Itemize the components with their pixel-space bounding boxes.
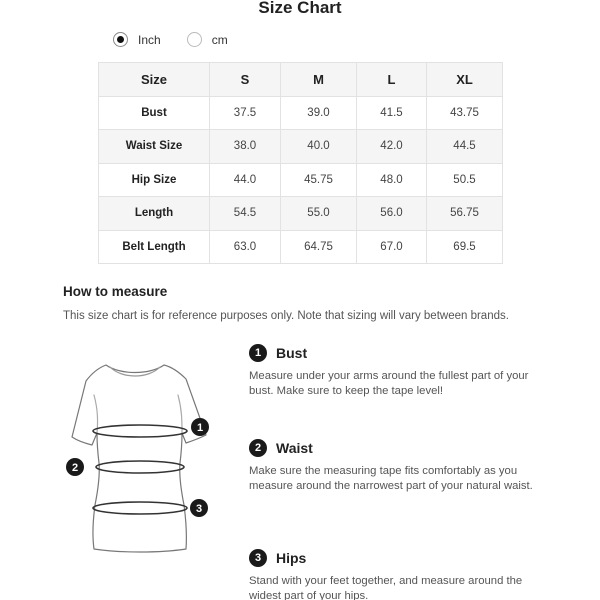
table-cell: 41.5 — [357, 96, 427, 130]
step-bust-title: Bust — [276, 345, 308, 361]
row-label: Hip Size — [99, 163, 210, 197]
table-cell: 64.75 — [281, 230, 357, 264]
unit-selector — [113, 32, 254, 47]
table-cell: 63.0 — [210, 230, 281, 264]
table-cell: 45.75 — [281, 163, 357, 197]
step-bust-text: Measure under your arms around the fullest part of your bust. Make sure to keep the tape level! — [249, 370, 529, 397]
marker-3 — [190, 499, 208, 517]
armhole-left — [94, 395, 98, 433]
table-cell: 50.5 — [427, 163, 503, 197]
table-cell: 56.0 — [357, 197, 427, 231]
table-cell: 69.5 — [427, 230, 503, 264]
marker-1-label: 1 — [196, 422, 204, 434]
hip-tape — [93, 502, 187, 514]
table-cell: 37.5 — [210, 96, 281, 130]
table-cell: 39.0 — [281, 96, 357, 130]
table-row-bust — [99, 96, 503, 130]
radio-inch-icon[interactable] — [113, 32, 128, 47]
how-to-measure-heading: How to measure — [63, 284, 168, 299]
waist-tape — [96, 461, 184, 473]
table-cell: 67.0 — [357, 230, 427, 264]
table-cell: 54.5 — [210, 197, 281, 231]
step-waist — [249, 439, 549, 493]
table-row-hip — [99, 163, 503, 197]
table-cell: 38.0 — [210, 130, 281, 164]
table-cell: 56.75 — [427, 197, 503, 231]
table-cell: 44.0 — [210, 163, 281, 197]
dress-outline — [72, 365, 206, 552]
table-cell: 44.5 — [427, 130, 503, 164]
reference-note: This size chart is for reference purposes only. Note that sizing will vary between brands. — [63, 310, 509, 322]
row-label: Bust — [99, 96, 210, 130]
number-2-icon: 2 — [249, 439, 267, 457]
step-hips-title: Hips — [276, 550, 307, 566]
size-table — [98, 62, 503, 264]
step-hips-text: Stand with your feet together, and measure around the widest part of your hips. — [249, 575, 523, 600]
table-row-waist — [99, 130, 503, 164]
step-hips — [249, 549, 549, 600]
step-waist-text: Make sure the measuring tape fits comfortably as you measure around the narrowest part of your natural waist. — [249, 465, 533, 492]
number-3-icon: 3 — [249, 549, 267, 567]
table-cell: 55.0 — [281, 197, 357, 231]
table-cell: 48.0 — [357, 163, 427, 197]
table-cell: 40.0 — [281, 130, 357, 164]
step-hips-heading — [249, 549, 549, 567]
step-bust — [249, 344, 549, 398]
header-m: M — [281, 63, 357, 97]
table-header-row — [99, 63, 503, 97]
marker-3-label: 3 — [195, 503, 203, 515]
marker-1 — [191, 418, 209, 436]
table-cell: 43.75 — [427, 96, 503, 130]
unit-option-inch[interactable] — [113, 32, 161, 47]
row-label: Waist Size — [99, 130, 210, 164]
step-bust-heading — [249, 344, 549, 362]
marker-2 — [66, 458, 84, 476]
table-row-belt — [99, 230, 503, 264]
page-title: Size Chart — [258, 0, 342, 17]
unit-label-inch: Inch — [138, 32, 161, 47]
table-row-length — [99, 197, 503, 231]
header-xl: XL — [427, 63, 503, 97]
step-waist-heading — [249, 439, 549, 457]
unit-label-cm: cm — [211, 32, 228, 47]
step-waist-title: Waist — [276, 440, 313, 456]
number-1-icon: 1 — [249, 344, 267, 362]
header-s: S — [210, 63, 281, 97]
unit-option-cm[interactable] — [187, 32, 228, 47]
neckline — [110, 367, 160, 376]
radio-cm-icon[interactable] — [187, 32, 202, 47]
row-label: Belt Length — [99, 230, 210, 264]
dress-figure — [60, 355, 220, 555]
header-l: L — [357, 63, 427, 97]
row-label: Length — [99, 197, 210, 231]
marker-2-label: 2 — [71, 462, 79, 474]
table-cell: 42.0 — [357, 130, 427, 164]
bust-tape — [93, 425, 187, 437]
header-size: Size — [99, 63, 210, 97]
